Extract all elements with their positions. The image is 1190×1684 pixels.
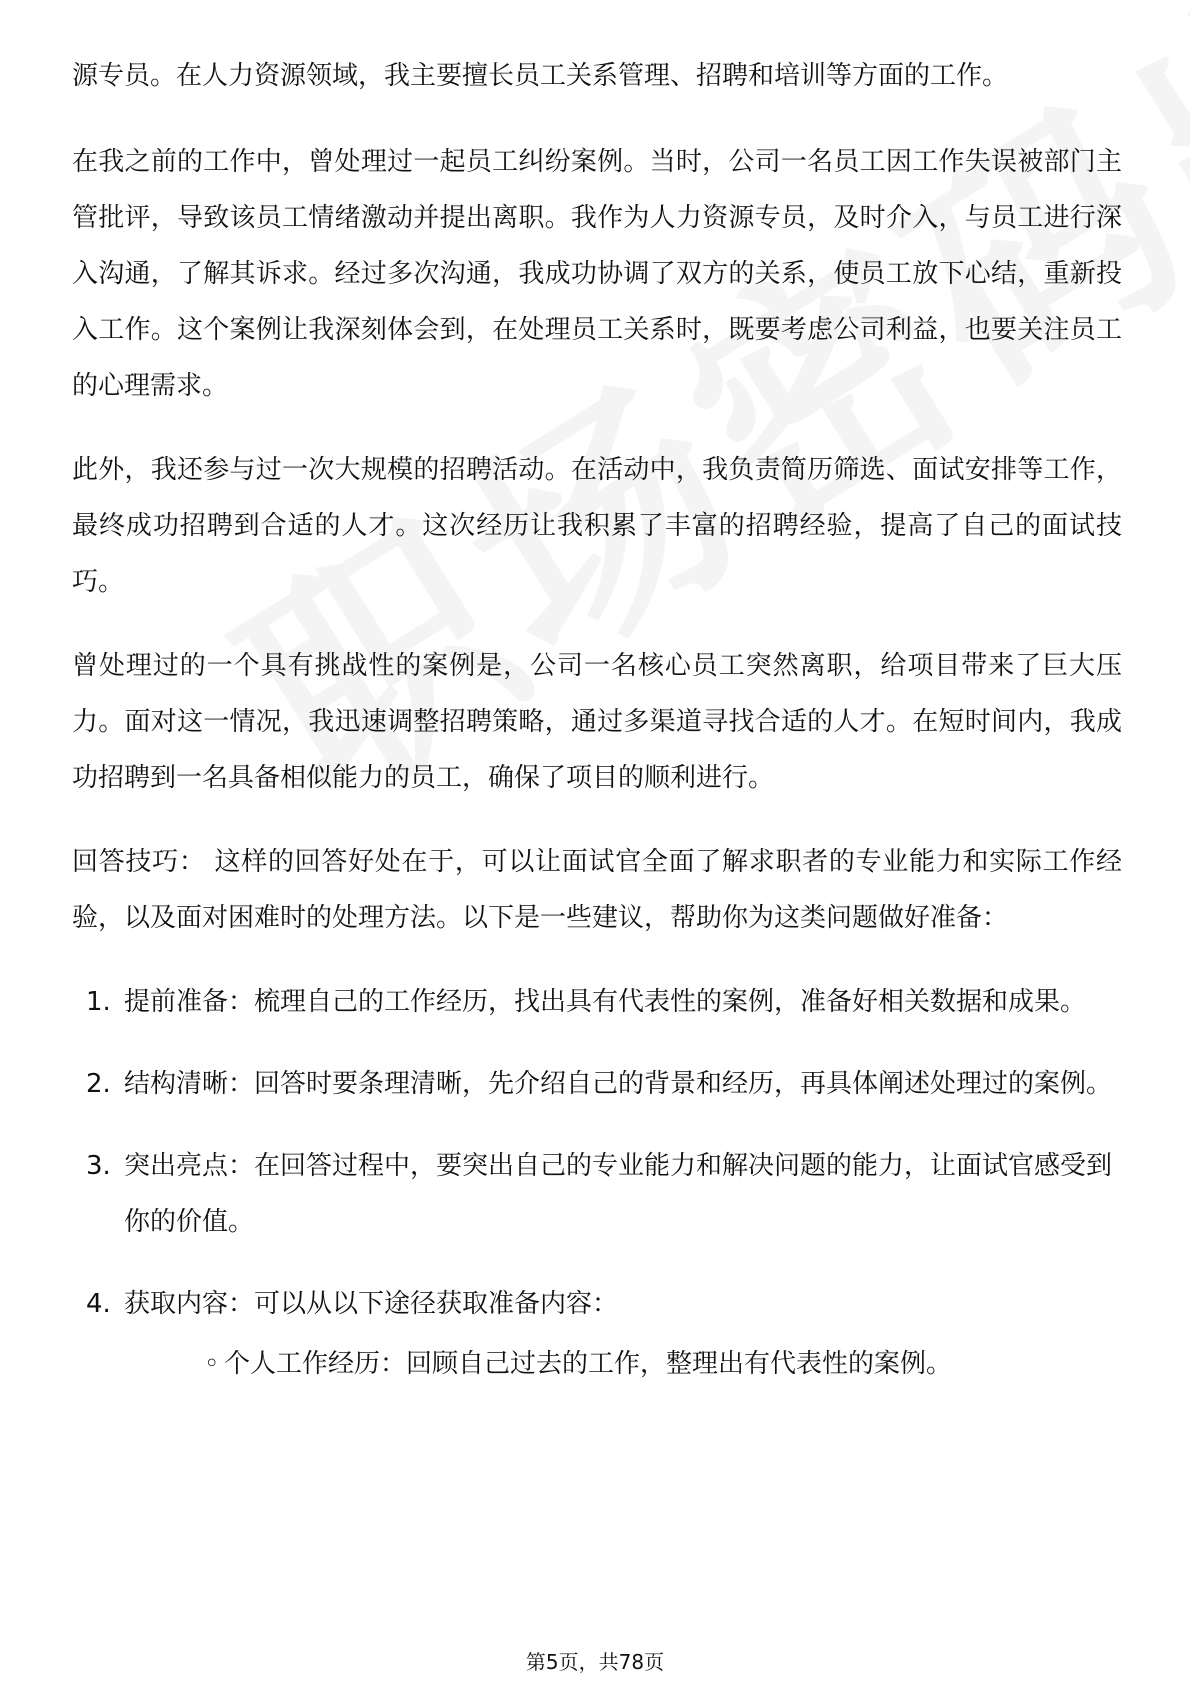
page-number-footer: 第5页，共78页 — [525, 1650, 665, 1674]
list-item — [72, 1138, 1122, 1250]
list-number: 2. — [86, 1069, 111, 1099]
answer-tips-paragraph: 回答技巧： 这样的回答好处在于，可以让面试官全面了解求职者的专业能力和实际工作经验，以及面对困难时的处理方法。以下是一些建议，帮助你为这类问题做好准备： — [72, 847, 1122, 933]
list-item — [72, 974, 1122, 1030]
circle-bullet-icon: ◦ — [204, 1349, 220, 1379]
paragraph: 在我之前的工作中，曾处理过一起员工纠纷案例。当时，公司一名员工因工作失误被部门主管批评，导致该员工情绪激动并提出离职。我作为人力资源专员，及时介入，与员工进行深入沟通，了解其诉求。经过多次沟通，我成功协调了双方的关系，使员工放下心结，重新投入工作。这个案例让我深刻体会到，在处理员工关系时，既要考虑公司利益，也要关注员工的心理需求。 — [72, 147, 1122, 401]
paragraph: 源专员。在人力资源领域，我主要擅长员工关系管理、招聘和培训等方面的工作。 — [72, 61, 1009, 91]
sub-list-item-text: 个人工作经历：回顾自己过去的工作，整理出有代表性的案例。 — [224, 1349, 953, 1379]
list-item-text: 结构清晰：回答时要条理清晰，先介绍自己的背景和经历，再具体阐述处理过的案例。 — [124, 1069, 1113, 1099]
list-item — [72, 1276, 1122, 1392]
paragraph: 曾处理过的一个具有挑战性的案例是，公司一名核心员工突然离职，给项目带来了巨大压力。面对这一情况，我迅速调整招聘策略，通过多渠道寻找合适的人才。在短时间内，我成功招聘到一名具备相似能力的员工，确保了项目的顺利进行。 — [72, 651, 1122, 793]
list-number: 3. — [86, 1151, 111, 1181]
list-item — [72, 1056, 1122, 1112]
document-body — [72, 48, 1122, 1418]
list-item-text: 提前准备：梳理自己的工作经历，找出具有代表性的案例，准备好相关数据和成果。 — [124, 987, 1087, 1017]
list-item-text: 获取内容：可以从以下途径获取准备内容： — [124, 1289, 619, 1319]
list-number: 4. — [86, 1289, 111, 1319]
list-number: 1. — [86, 987, 111, 1017]
tips-list — [72, 974, 1122, 1392]
list-item-text: 突出亮点：在回答过程中，要突出自己的专业能力和解决问题的能力，让面试官感受到你的价值。 — [124, 1151, 1113, 1237]
sub-list-item — [124, 1336, 1122, 1392]
paragraph: 此外，我还参与过一次大规模的招聘活动。在活动中，我负责简历筛选、面试安排等工作，最终成功招聘到合适的人才。这次经历让我积累了丰富的招聘经验，提高了自己的面试技巧。 — [72, 455, 1122, 597]
